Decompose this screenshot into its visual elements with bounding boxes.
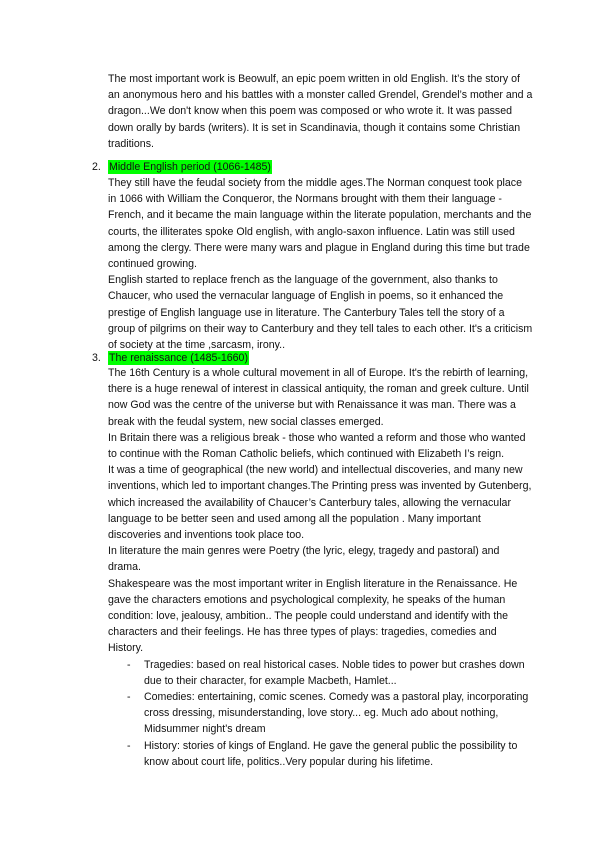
- dash-bullet: -: [127, 739, 131, 752]
- renaissance-paragraph-3: It was a time of geographical (the new world) and intellectual discoveries, and many new inventions, which led to important changes.The Printing press was invented by Gutenberg, which increased the availability of Chaucer’s Canterbury tales, allowing the vernacular language to be better seen and used among all the population . Many important discoveries and inventions took place too.: [108, 464, 532, 542]
- dash-bullet: -: [127, 658, 131, 671]
- section-number: 3.: [92, 352, 101, 364]
- beowulf-paragraph: The most important work is Beowulf, an epic poem written in old English. It’s the story of an anonymous hero and his battles with a monster called Grendel, Grendel’s mother and a dragon...We don't know when this poem was composed or who wrote it. It was passed down orally by bards (writers). It is set in Scandinavia, though it contains some Christian traditions.: [108, 73, 533, 150]
- list-item: [108, 657, 533, 689]
- middle-english-paragraph-2: English started to replace french as the language of the government, also thanks to Chaucer, who used the vernacular language of English in poems, so it enhanced the prestige of English language use in literature. The Canterbury Tales tell the story of a group of pilgrims on their way to Canterbury and they tell tales to each other. It's a criticism of society at the time ,sarcasm, irony..: [108, 274, 533, 352]
- renaissance-paragraph-1: The 16th Century is a whole cultural movement in all of Europe. It's the rebirth of learning, there is a huge renewal of interest in classical antiquity, the roman and greek culture. Until now God was the centre of the universe but with Renaissance it was man. There was a break with the feudal system, new social classes emerged.: [108, 367, 529, 428]
- highlighted-heading-text: Middle English period (1066-1485): [109, 161, 271, 173]
- middle-english-paragraph-1: They still have the feudal society from the middle ages.The Norman conquest took place in 1066 with William the Conqueror, the Normans brought with them their language - French, and it became the main language within the literate population, merchants and the courts, the illiterates spoke Old english, with anglo-saxon influence. Latin was still used among the clergy. There were many wars and plague in England during this time but trade continued growing.: [108, 177, 532, 271]
- list-item-text: Tragedies: based on real historical cases. Noble tides to power but crashes down due to their character, for example Macbeth, Hamlet...: [144, 658, 525, 687]
- list-item-text: Comedies: entertaining, comic scenes. Comedy was a pastoral play, incorporating cross dressing, misunderstanding, love story... eg. Much ado about nothing, Midsummer night's dream: [144, 691, 529, 736]
- renaissance-section: [108, 365, 533, 770]
- intro-paragraph: [108, 71, 533, 152]
- list-item-text: History: stories of kings of England. He gave the general public the possibility to know about court life, politics..Very popular during his lifetime.: [144, 739, 518, 768]
- highlighted-heading-text: The renaissance (1485-1660): [109, 352, 248, 364]
- list-item: [108, 689, 533, 738]
- section-number: 2.: [92, 161, 101, 173]
- play-types-list: [108, 657, 533, 770]
- list-item: [108, 738, 533, 770]
- middle-english-section: [108, 175, 533, 353]
- middle-english-heading: [92, 160, 272, 174]
- renaissance-heading: [92, 351, 249, 365]
- renaissance-paragraph-2: In Britain there was a religious break - those who wanted a reform and those who wanted to continue with the Roman Catholic beliefs, which continued with Elizabeth I’s reign.: [108, 431, 526, 461]
- renaissance-paragraph-4: In literature the main genres were Poetry (the lyric, elegy, tragedy and pastoral) and drama.: [108, 545, 500, 574]
- dash-bullet: -: [127, 691, 131, 704]
- renaissance-paragraph-5: Shakespeare was the most important writer in English literature in the Renaissance. He gave the characters emotions and psychological complexity, he speaks of the human condition: love, jealousy, ambition.. The people could understand and identify with the characters and their feelings. He has three types of plays: tragedies, comedies and History.: [108, 577, 518, 655]
